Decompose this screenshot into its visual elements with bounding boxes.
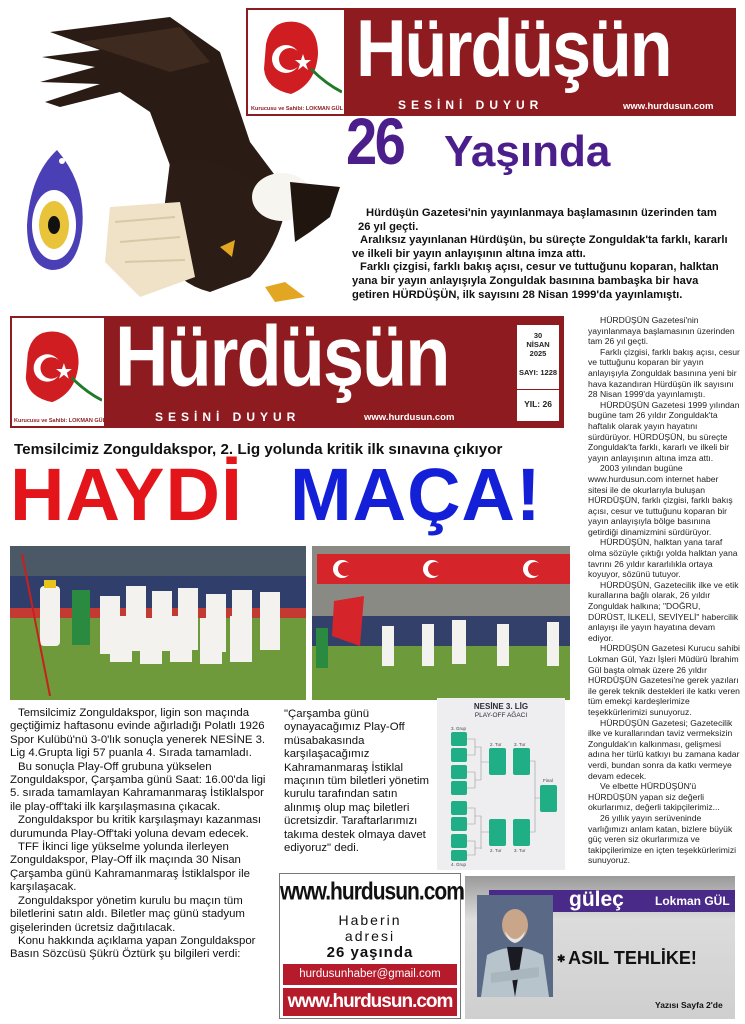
anniversary-text (352, 207, 732, 302)
anniversary-paragraph: Farklı çizgisi, farklı bakış açısı, cesur ve tuttuğunu koparan, halktan yana bir yayın anlayışıyla Zonguldak basınına bambaşka bir hava getiren HÜRDÜŞÜN, ilk sayısını 28 Nisan 1999'da yayınlamıştı. (352, 261, 719, 301)
column-paragraph: 2003 yılından bugüne www.hurdusun.com internet haber sitesi ile de okurlarıyla buluşan HÜRDÜŞÜN, farklı çizgisi, farklı bakış açısı, cesur ve tuttuğunu koparan bir yayın anlayışıyla bölge basınına getirdiği dinamizmini sürdürüyor. (588, 463, 733, 537)
rose-logo-box (248, 10, 344, 114)
column-paragraph: Ve elbette HÜRDÜŞÜN'ü HÜRDÜŞÜN yapan siz değerli okurlarımız, değerli takipçilerimiz... (588, 781, 720, 813)
final-label: Final (543, 778, 553, 783)
masthead-url[interactable]: www.hurdusun.com (623, 101, 714, 112)
round3-label-bottom: 3. Tur (514, 848, 526, 853)
opinion-column-box (465, 876, 735, 1019)
article-body (10, 707, 274, 962)
column-paragraph: HÜRDÜŞÜN, Gazetecilik ilke ve etik kurallarına bağlı olarak, 26 yıldır Zonguldak halkına; "DOĞRU, DÜRÜST, İLKELİ, SEVİYELİ" habercilik anlayışı ile yayın hayatına devam ediyor. (588, 579, 739, 643)
article-quote: "Çarşamba günü oynayacağımız Play-Off müsabakasında karşılaşacağımız Kahramanmaraş İstiklal maçının tüm biletleri yönetim kurulu tarafından satın alınmış olup maç biletleri ücretsizdir. Taraftarlarımızı takıma destek olmaya davet ediyoruz" dedi. (284, 708, 429, 855)
column-paragraph: HÜRDÜŞÜN Gazetesi'nin yayınlanmaya başlamasının üzerinden tam 26 yıl geçti. (588, 315, 735, 347)
column-title-text: ASIL TEHLİKE! (568, 948, 697, 968)
anniversary-number: 26 (346, 104, 404, 178)
anniversary-column (588, 315, 740, 866)
round2-slot (489, 748, 506, 775)
rose-logo-box (12, 318, 104, 426)
team-slot (451, 834, 467, 848)
playoff-bracket (437, 698, 565, 870)
issue-number: SAYI: 1228 (518, 368, 558, 377)
ad-url-bottom[interactable]: www.hurdusun.com (283, 988, 457, 1016)
top-masthead (246, 3, 736, 116)
column-paragraph: HÜRDÜŞÜN Gazetesi; Gazetecilik ilke ve kurallarından taviz vermeksizin Zonguldak'ın kalkınması, gelişmesi adına her türlü katkıyı bu zamana kadar verdi, bundan sonra da katkı vermeye devam edecek. (588, 717, 740, 781)
masthead-url[interactable]: www.hurdusun.com (364, 412, 455, 423)
anniversary-paragraph: Aralıksız yayınlanan Hürdüşün, bu süreçte Zonguldak'ta farklı, kararlı ve ilkeli bir yayın anlayışının altına imza attı. (352, 234, 728, 260)
article-paragraph: TFF İkinci lige yükselme yolunda ilerleyen Zonguldakspor, Play-Off ilk maçında 30 Nisan Çarşamba günü Kahramanmaraş İstiklalspor ile karşılaşacak. (10, 841, 250, 894)
article-paragraph: Temsilcimiz Zonguldakspor, ligin son maçında geçtiğimiz haftasonu evinde ağırladığı Polatlı 1926 Spor Kulübü'nü 3-0'lık sonuçla yenerek NESİNE 3. Lig 4.Grupta ligi 57 puanla 4. Sırada tamamladı. (10, 707, 266, 760)
article-paragraph: Zonguldakspor yönetim kurulu bu maçın tüm biletlerini satın aldı. Biletler maç günü stadyum gişelerinden ücretsiz dağıtılacak. (10, 894, 245, 934)
playoff-title: NESİNE 3. LİG (473, 702, 529, 711)
final-slot (540, 785, 557, 812)
headline-haydi: HAYDİ (10, 453, 244, 536)
owner-credit: Kurucusu ve Sahibi: LOKMAN GÜL (251, 106, 343, 112)
team-slot (451, 748, 467, 762)
headline-maca: MAÇA! (290, 453, 542, 536)
round3-slot (513, 748, 530, 775)
divider (517, 389, 559, 390)
author-photo (477, 895, 553, 997)
column-paragraph: 26 yıllık yayın serüveninde varlığımızı anlam katan, bizlere büyük güç veren siz okurlarımıza ve takipçilerimize en içten teşekkürlerimizi sunuyoruz. (588, 812, 737, 866)
bracket-lines (437, 698, 565, 870)
round2-label-top: 2. Tur (490, 742, 502, 747)
stadium-photo (312, 546, 570, 700)
ad-url-top[interactable]: www.hurdusun.com (280, 878, 464, 906)
masthead-slogan: SESİNİ DUYUR (398, 98, 544, 112)
website-ad (279, 873, 464, 1019)
issue-volume: YIL: 26 (524, 399, 552, 409)
team-slot (451, 732, 467, 746)
round3-slot (513, 819, 530, 846)
team-slot (451, 850, 467, 861)
anniversary-paragraph: Hürdüşün Gazetesi'nin yayınlanmaya başlamasının üzerinden tam 26 yıl geçti. (358, 207, 717, 233)
ad-email[interactable]: hurdusunhaber@gmail.com (283, 964, 457, 985)
article-paragraph: Zonguldakspor bu kritik karşılaşmayı kazanması durumunda Play-Off'taki yoluna devam edecek. (10, 814, 262, 840)
column-author: Lokman GÜL (655, 894, 730, 908)
masthead-title: Hürdüşün (356, 3, 671, 94)
round3-label-top: 3. Tur (514, 742, 526, 747)
team-slot (451, 817, 467, 831)
anniversary-word: Yaşında (444, 127, 611, 176)
bullet-icon: ✱ (557, 953, 569, 965)
group-label-top: 3. Grup (451, 726, 467, 731)
evil-eye-bead-icon (22, 145, 87, 275)
article-paragraph: Konu hakkında açıklama yapan Zonguldakspor Basın Sözcüsü Şükrü Öztürk şu bilgileri verdi: (10, 934, 256, 961)
masthead-title: Hürdüşün (115, 308, 449, 404)
team-photo (10, 546, 306, 700)
main-masthead (10, 308, 564, 428)
ad-line-2: adresi (344, 928, 396, 944)
round2-slot (489, 819, 506, 846)
group-label-bottom: 4. Grup (451, 862, 467, 867)
issue-year: 2025 (529, 349, 547, 358)
team-slot (451, 765, 467, 779)
issue-info-box (516, 324, 560, 422)
issue-month: NİSAN (526, 340, 550, 349)
column-paragraph: HÜRDÜŞÜN, halktan yana taraf olma sözüyle çıktığı yolda halktan yana tavrını 26 yıldır kararlılıkla ortaya koyuyor, sözünü tutuyor. (588, 537, 738, 580)
column-paragraph: Farklı çizgisi, farklı bakış açısı, cesur ve tuttuğunu koparan bir yayın anlayışıyla Zonguldak basınına yeni bir hava kazandıran Hürdüşün ilk sayısını 28 Nisan 1999'da yayınlamıştı. (588, 346, 740, 400)
ad-line-3: 26 yaşında (326, 944, 414, 961)
team-slot (451, 781, 467, 795)
round2-label-bottom: 2. Tur (490, 848, 502, 853)
turkish-rose-icon (256, 14, 342, 102)
column-paragraph: HÜRDÜŞÜN Gazetesi 1999 yılından bugüne tam 26 yıldır Zonguldak'ta haftalık olarak yayın hayatını sürdürüyor. HÜRDÜŞÜN, bu süreçte Zonguldak'ta farklı, kararlı ve ilkeli bir yayın anlayışının altına imza attı. (588, 399, 740, 463)
column-name: güleç (569, 888, 624, 911)
column-paragraph: HÜRDÜŞÜN Gazetesi Kurucu sahibi Lokman Gül, Yazı İşleri Müdürü İbrahim Gül başta olmak üzere 26 yıldır HÜRDÜŞÜN Gazetesi'ne gerek yazıları ile gerek teknik destekleri ile katkı veren tüm emekçi kardeşlerimize teşekkürlerimizi sunuyoruz. (588, 643, 740, 717)
issue-day: 30 (533, 331, 543, 340)
masthead-slogan: SESİNİ DUYUR (155, 410, 301, 424)
ad-line-1: Haberin (338, 912, 402, 928)
owner-credit: Kurucusu ve Sahibi: LOKMAN GÜL (14, 418, 106, 424)
headline-kicker: Temsilcimiz Zonguldakspor, 2. Lig yolunda kritik ilk sınavına çıkıyor (14, 441, 503, 458)
column-title (557, 948, 697, 969)
article-paragraph: Bu sonuçla Play-Off grubuna yükselen Zonguldakspor, Çarşamba günü Saat: 16.00'da ligi 5. sırada tamamlayan Kahramanmaraş İstiklalspor ile play-off'taki ilk karşılaşmasına çıkacak. (10, 760, 266, 813)
column-page-note: Yazısı Sayfa 2'de (655, 1000, 723, 1010)
team-slot (451, 801, 467, 815)
turkish-rose-icon (18, 322, 102, 412)
playoff-subtitle: PLAY-OFF AĞACI (474, 712, 528, 719)
